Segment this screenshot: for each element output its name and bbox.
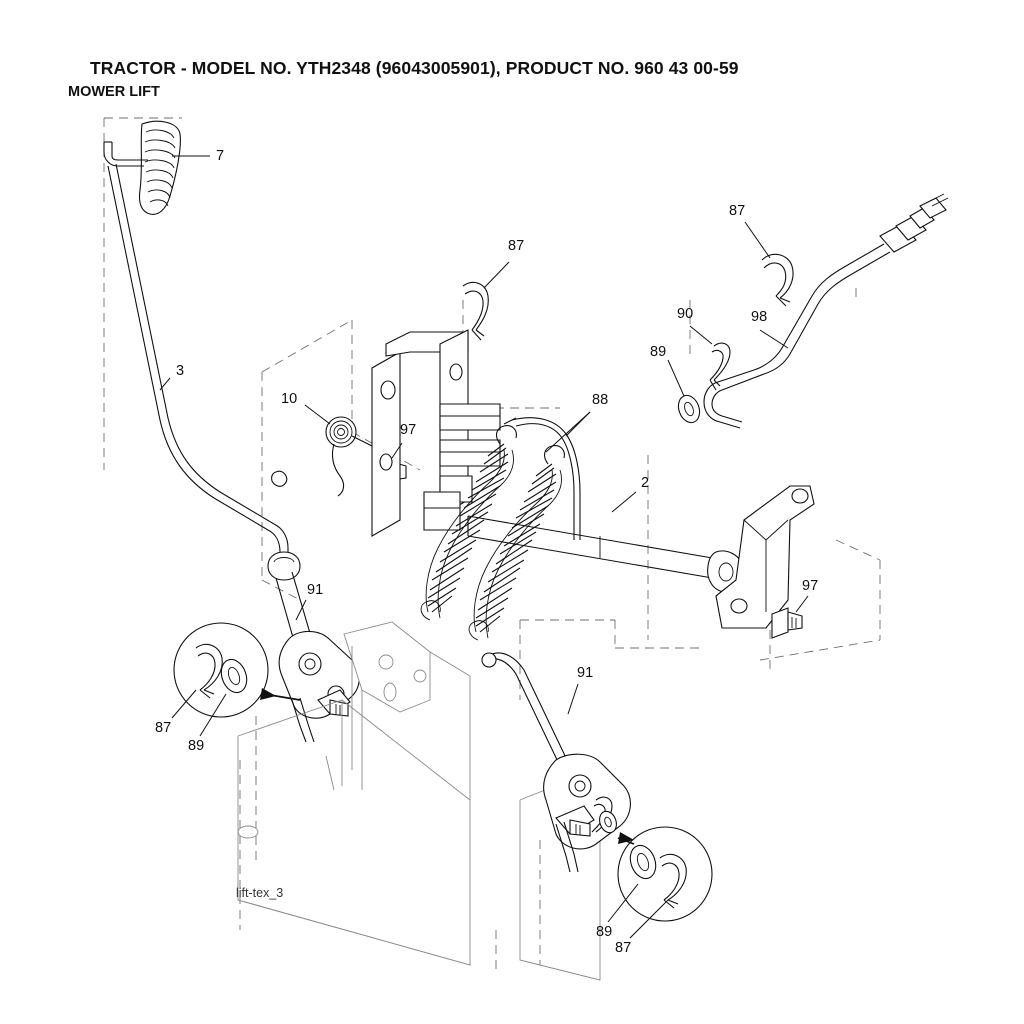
- callout-97-right: 97: [802, 578, 819, 594]
- part-3-lift-lever-rod: [104, 142, 300, 580]
- callout-10: 10: [281, 391, 298, 407]
- callout-98: 98: [751, 309, 768, 325]
- part-7-handle-grip: [139, 121, 180, 214]
- part-89-top-washer: [675, 392, 703, 425]
- callout-7: 7: [216, 148, 225, 164]
- callout-91-left: 91: [307, 582, 324, 598]
- part-90-hairpin-clip: [710, 343, 730, 390]
- callout-89-left-detail: 89: [188, 738, 205, 754]
- detail-callout-right: [618, 827, 712, 921]
- callout-89-right-detail: 89: [596, 924, 613, 940]
- part-10-torsion-spring: [326, 417, 372, 496]
- part-2-lift-shaft-assembly: [372, 330, 814, 628]
- callout-2: 2: [641, 475, 650, 491]
- page-subtitle: MOWER LIFT: [68, 84, 160, 100]
- callout-97-left: 97: [400, 422, 417, 438]
- part-87-top-right-cotter-pin: [762, 254, 793, 306]
- callout-91-right: 91: [577, 665, 594, 681]
- callout-leader-lines: [160, 156, 808, 938]
- callout-90: 90: [677, 306, 694, 322]
- part-91-right-lift-arm: [482, 653, 630, 872]
- page-title: TRACTOR - MODEL NO. YTH2348 (96043005901), PRODUCT NO. 960 43 00-59: [90, 58, 739, 78]
- diagram-watermark: lift-tex_3: [236, 886, 284, 900]
- part-97-right-bolt: [772, 608, 802, 638]
- callout-87-top-right: 87: [729, 203, 746, 219]
- callout-87-left-detail: 87: [155, 720, 172, 736]
- callout-3: 3: [176, 363, 185, 379]
- callout-87-top-center: 87: [508, 238, 525, 254]
- callout-89-top: 89: [650, 344, 667, 360]
- callout-88: 88: [592, 392, 609, 408]
- part-98-lift-link-rod: [704, 194, 948, 428]
- callout-87-right-detail: 87: [615, 940, 632, 956]
